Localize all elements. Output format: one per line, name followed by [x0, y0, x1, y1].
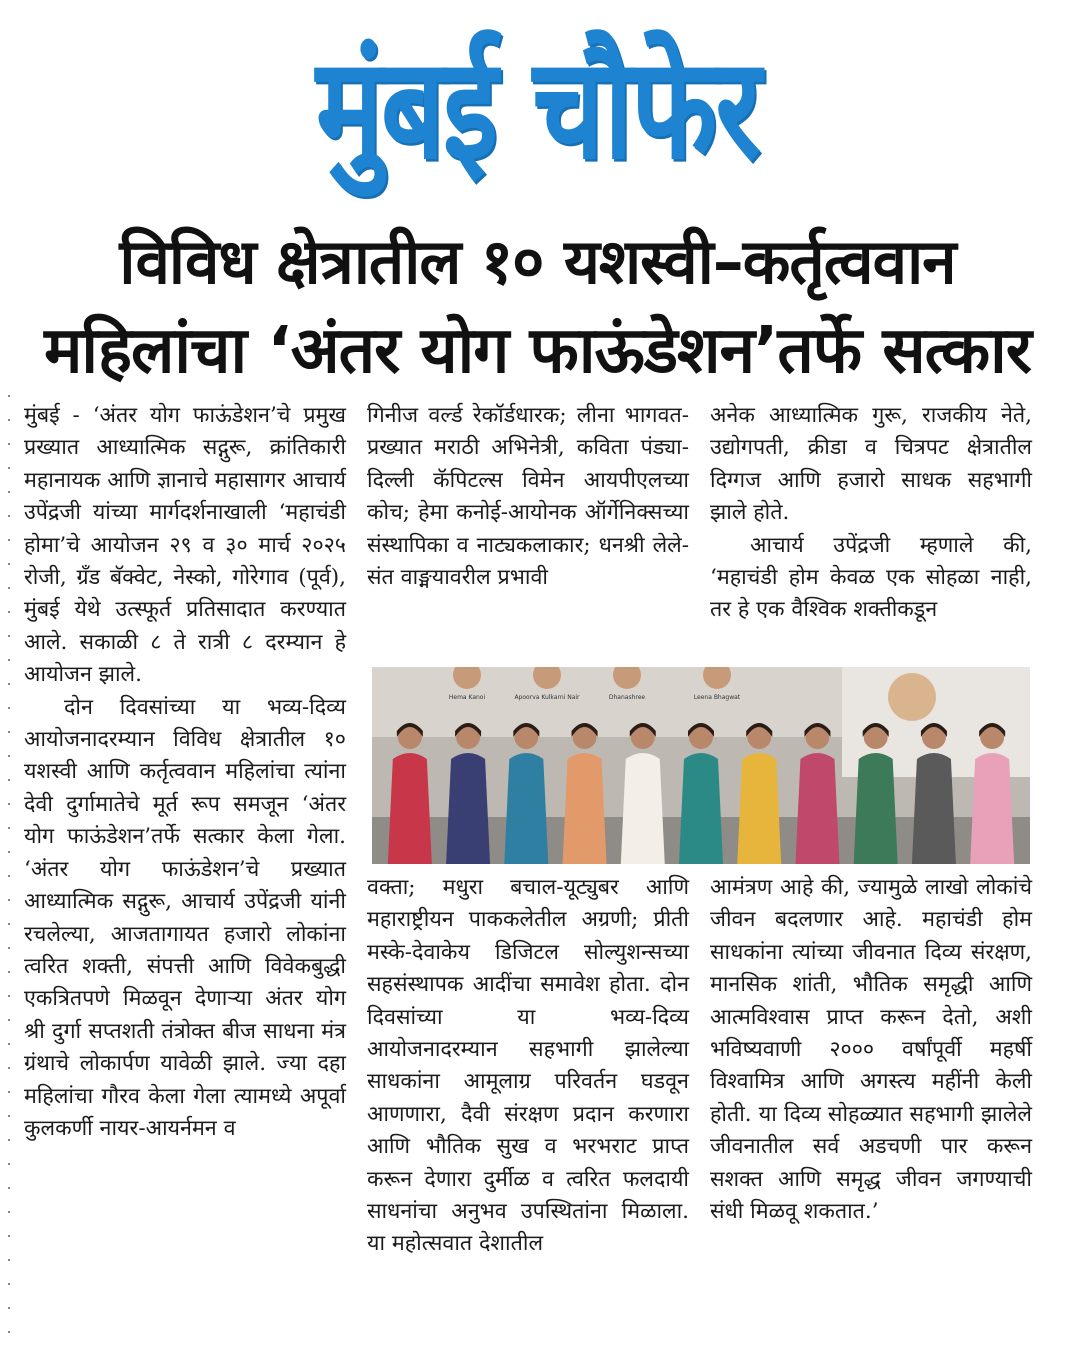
article-paragraph: दोन दिवसांच्या या भव्य-दिव्य आयोजनादरम्यान विविध क्षेत्रातील १० यशस्वी आणि कर्तृत्ववान महिलांचा त्यांना देवी दुर्गामातेचे मूर्त रूप समजून ‘अंतर योग फाऊंडेशन’तर्फे सत्कार केला गेला. ‘अंतर योग फाऊंडेशन’चे प्रख्यात आध्यात्मिक सद्गुरू, आचार्य उपेंद्रजी यांनी रचलेल्या, आजतागायत हजारो लोकांना त्वरित शक्ती, संपत्ती आणि विवेकबुद्धी एकत्रितपणे मिळवून देणाऱ्या अंतर योग श्री दुर्गा सप्तशती तंत्रोक्त बीज साधना मंत्र ग्रंथाचे लोकार्पण यावेळी झाले. ज्या दहा महिलांचा गौरव केला गेला त्यामध्ये अपूर्वा कुलकर्णी नायर-आयर्नमन व [24, 694, 346, 1141]
newspaper-name: मुंबई चौफेर [315, 28, 760, 191]
article-column-3-bottom [710, 872, 1032, 1228]
headline-line-1: विविध क्षेत्रातील १० यशस्वी–कर्तृत्ववान [119, 225, 956, 298]
article-column-2-top [367, 400, 689, 594]
article-paragraph: गिनीज वर्ल्ड रेकॉर्डधारक; लीना भागवत-प्रख्यात मराठी अभिनेत्री, कविता पंड्या-दिल्ली कॅपिटल्स विमेन आयपीएलच्या कोच; हेमा कनोई-आयोनक ऑर्गेनिक्सच्या संस्थापिका व नाट्यकलाकार; धनश्री लेले-संत वाङ्मयावरील प्रभावी [367, 403, 689, 591]
article-column-1 [24, 400, 346, 1145]
article-column-3-top [710, 400, 1032, 627]
event-photo [372, 667, 1030, 864]
banner-label: Leena Bhagwat [693, 694, 741, 701]
masthead [0, 0, 1075, 205]
article-column-2-bottom [367, 872, 689, 1261]
article-paragraph: मुंबई - ‘अंतर योग फाऊंडेशन’चे प्रमुख प्रख्यात आध्यात्मिक सद्गुरू, क्रांतिकारी महानायक आणि ज्ञानाचे महासागर आचार्य उपेंद्रजी यांच्या मार्गदर्शनाखाली ‘महाचंडी होमा’चे आयोजन २९ व ३० मार्च २०२५ रोजी, ग्रँड बॅक्वेट, नेस्को, गोरेगाव (पूर्व), मुंबई येथे उत्स्फूर्त प्रतिसादात करण्यात आले. सकाळी ८ ते रात्री ८ दरम्यान हे आयोजन झाले. [24, 403, 346, 688]
article-paragraph: अनेक आध्यात्मिक गुरू, राजकीय नेते, उद्योगपती, क्रीडा व चित्रपट क्षेत्रातील दिग्गज आणि हजारो साधक सहभागी झाले होते. [710, 403, 1032, 526]
headline-line-2: महिलांचा ‘अंतर योग फाऊंडेशन’तर्फे सत्कार [44, 314, 1031, 388]
article-paragraph: आमंत्रण आहे की, ज्यामुळे लाखो लोकांचे जीवन बदलणार आहे. महाचंडी होम साधकांना त्यांच्या जीवनात दिव्य संरक्षण, मानसिक शांती, भौतिक समृद्धी आणि आत्मविश्वास प्राप्त करून देतो, अशी भविष्यवाणी २००० वर्षांपूर्वी महर्षी विश्वामित्र आणि अगस्त्य महींनी केली होती. या दिव्य सोहळ्यात सहभागी झालेले जीवनातील सर्व अडचणी पार करून सशक्त आणि समृद्ध जीवन जगण्याची संधी मिळवू शकतात.’ [710, 875, 1032, 1225]
banner-label: Apoorva Kulkarni Nair [514, 694, 580, 701]
margin-rule [8, 395, 10, 1345]
event-photo-illustration [372, 667, 1030, 864]
article-paragraph: वक्ता; मधुरा बचाल-यूट्युबर आणि महाराष्ट्रीयन पाककलेतील अग्रणी; प्रीती मस्के-देवाकेय डिजिटल सोल्युशन्सच्या सहसंस्थापक आदींचा समावेश होता. दोन दिवसांच्या या भव्य-दिव्य आयोजनादरम्यान सहभागी झालेल्या साधकांना आमूलाग्र परिवर्तन घडवून आणणारा, दैवी संरक्षण प्रदान करणारा आणि भौतिक सुख व भरभराट प्राप्त करून देणारा दुर्मीळ व त्वरित फलदायी साधनांचा अनुभव उपस्थितांना मिळाला. या महोत्सवात देशातील [367, 875, 689, 1257]
banner-label: Hema Kanoi [448, 694, 486, 701]
article-paragraph: आचार्य उपेंद्रजी म्हणाले की, ‘महाचंडी होम केवळ एक सोहळा नाही, तर हे एक वैश्विक शक्तीकडून [710, 532, 1032, 623]
banner-label: Dhanashree [608, 694, 646, 701]
